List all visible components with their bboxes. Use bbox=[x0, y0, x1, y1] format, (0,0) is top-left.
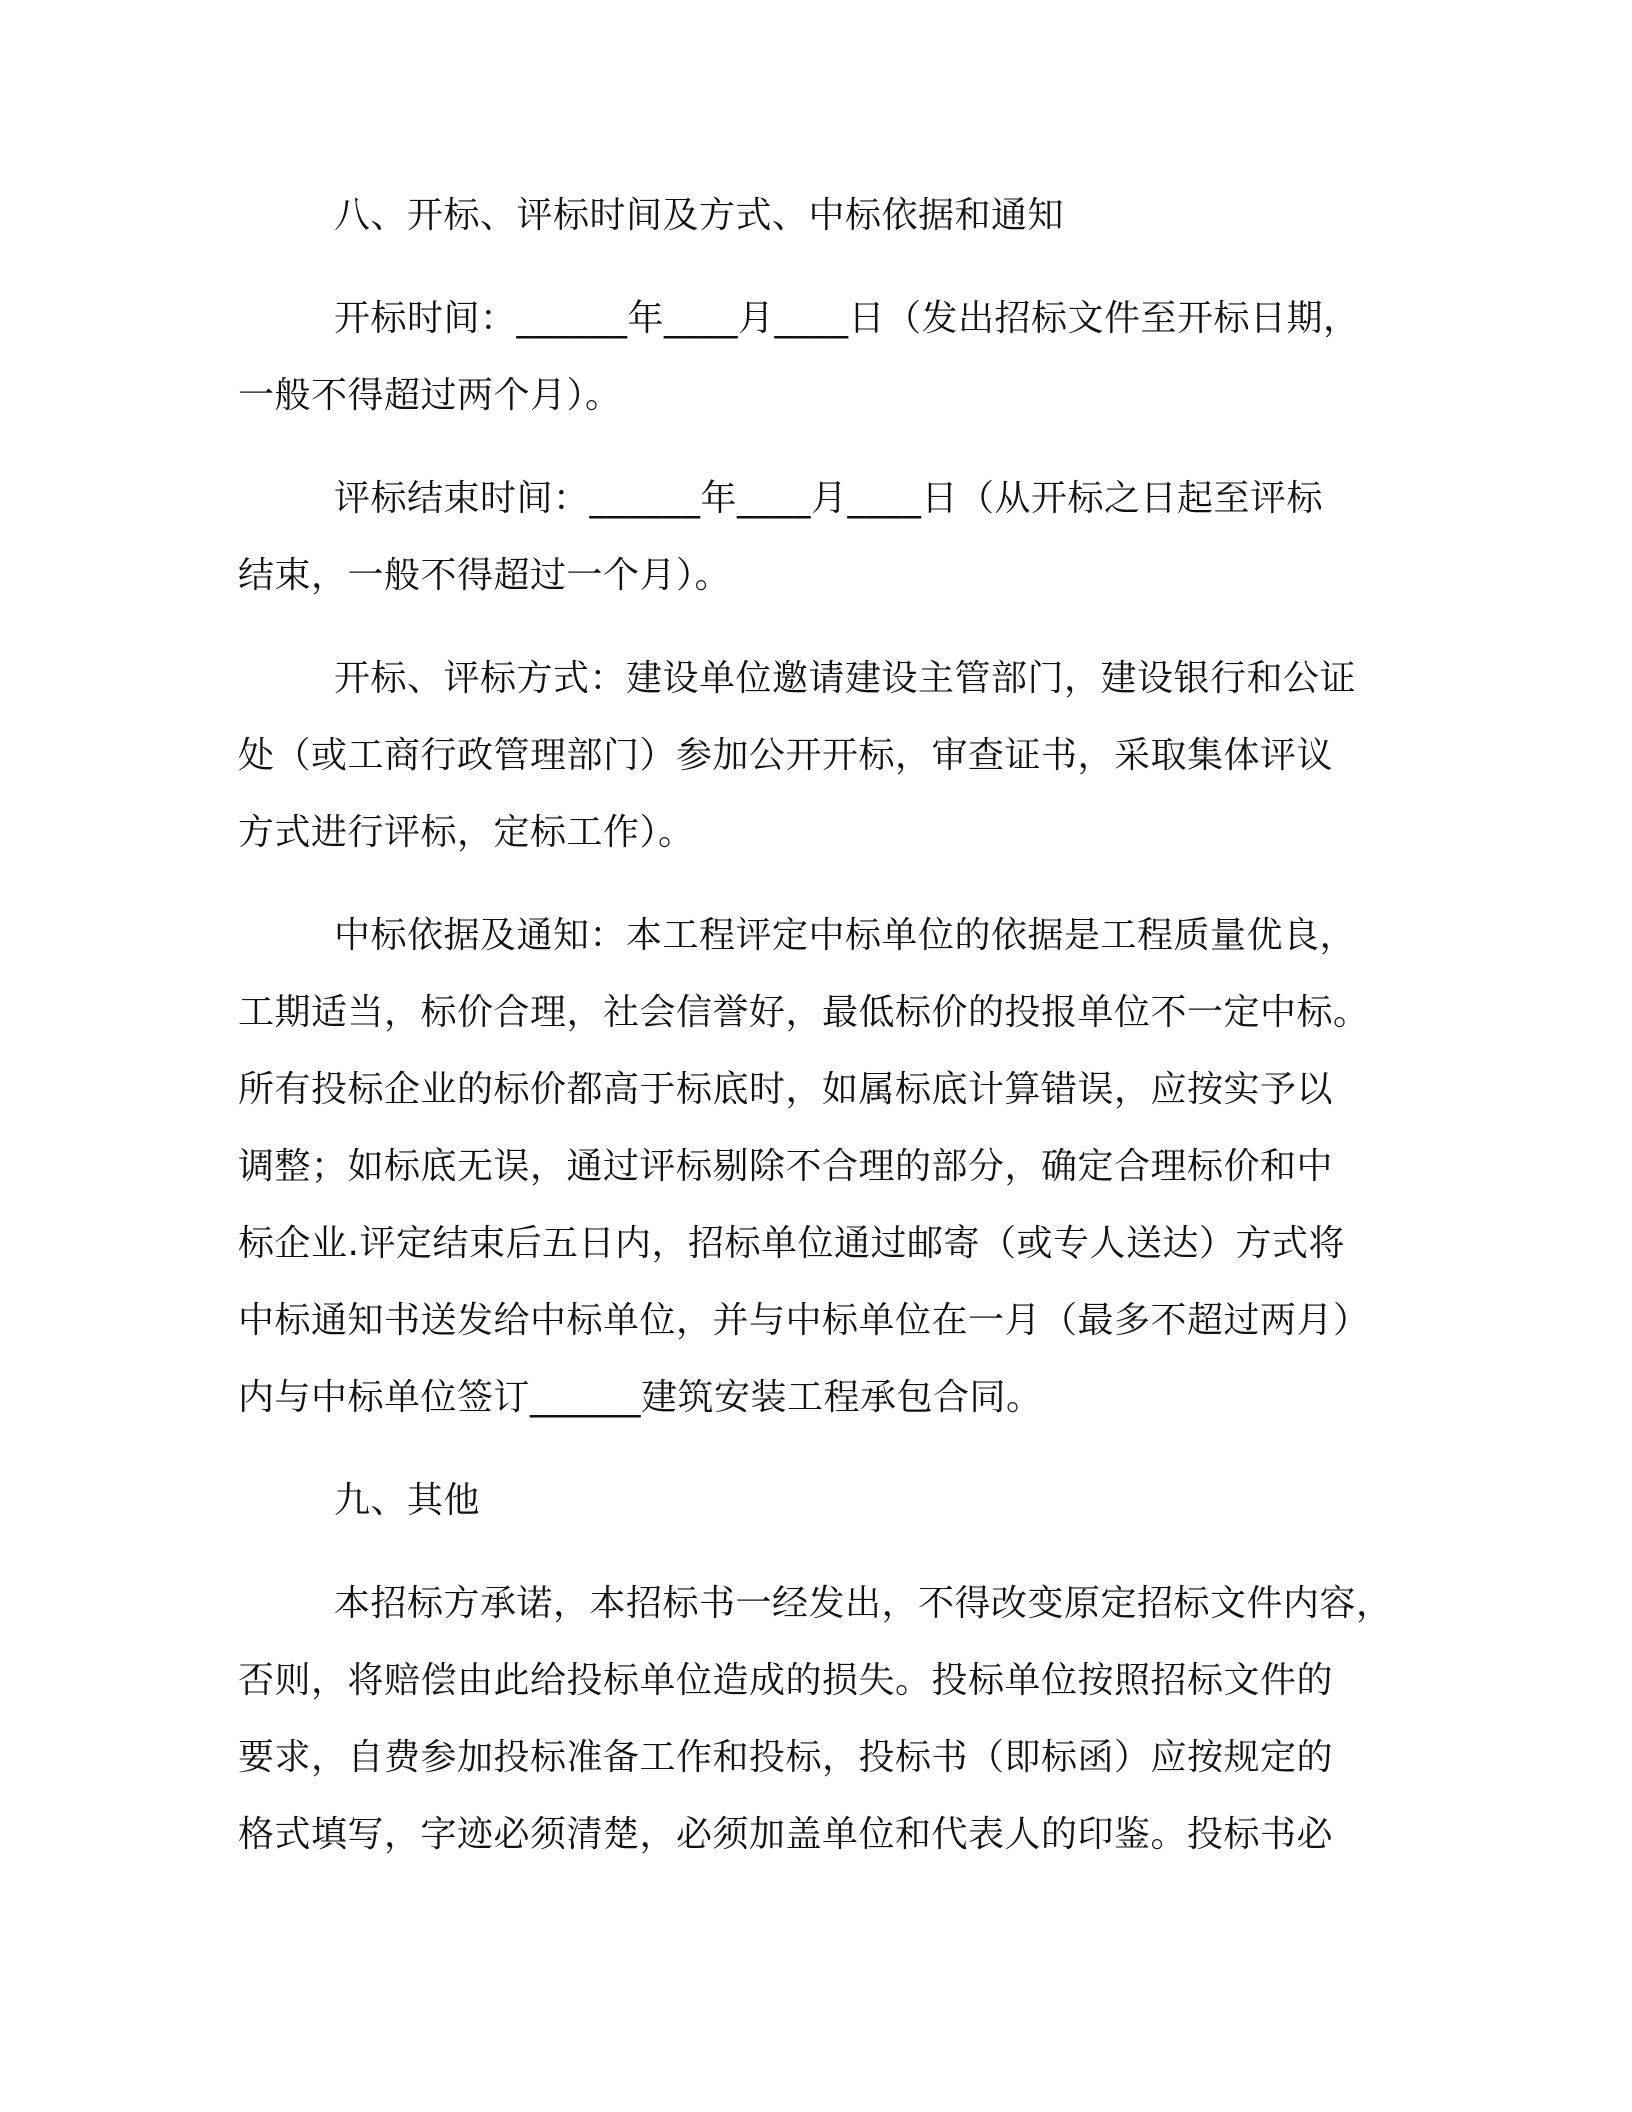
paragraph-line: 方式进行评标，定标工作）。 bbox=[238, 812, 695, 853]
paragraph-line: 工期适当，标价合理，社会信誉好，最低标价的投报单位不一定中标。 bbox=[238, 992, 1370, 1033]
paragraph-line: 中标依据及通知：本工程评定中标单位的依据是工程质量优良， bbox=[334, 915, 1357, 956]
paragraph-line: 开标时间：______年____月____日（发出招标文件至开标日期， bbox=[334, 298, 1360, 339]
section-heading-9: 九、其他 bbox=[334, 1480, 481, 1521]
paragraph-line: 否则，将赔偿由此给投标单位造成的损失。投标单位按照招标文件的 bbox=[238, 1660, 1334, 1701]
paragraph-line: 评标结束时间：______年____月____日（从开标之日起至评标 bbox=[334, 478, 1324, 519]
paragraph-line: 开标、评标方式：建设单位邀请建设主管部门，建设银行和公证 bbox=[334, 658, 1357, 699]
paragraph-line: 所有投标企业的标价都高于标底时，如属标底计算错误，应按实予以 bbox=[238, 1069, 1334, 1110]
paragraph-line: 要求，自费参加投标准备工作和投标，投标书（即标函）应按规定的 bbox=[238, 1737, 1334, 1778]
paragraph-line: 结束，一般不得超过一个月）。 bbox=[238, 555, 732, 596]
paragraph-line: 格式填写，字迹必须清楚，必须加盖单位和代表人的印鉴。投标书必 bbox=[238, 1814, 1334, 1855]
paragraph-line: 处（或工商行政管理部门）参加公开开标，审查证书，采取集体评议 bbox=[238, 735, 1334, 776]
paragraph-line: 一般不得超过两个月）。 bbox=[238, 375, 622, 416]
paragraph-line: 中标通知书送发给中标单位，并与中标单位在一月（最多不超过两月） bbox=[238, 1300, 1370, 1341]
paragraph-line: 本招标方承诺，本招标书一经发出，不得改变原定招标文件内容， bbox=[334, 1583, 1393, 1624]
section-heading-8: 八、开标、评标时间及方式、中标依据和通知 bbox=[334, 195, 1065, 236]
paragraph-line: 内与中标单位签订______建筑安装工程承包合同。 bbox=[238, 1377, 1043, 1418]
paragraph-line: 调整；如标底无误，通过评标剔除不合理的部分，确定合理标价和中 bbox=[238, 1146, 1334, 1187]
paragraph-line: 标企业.评定结束后五日内，招标单位通过邮寄（或专人送达）方式将 bbox=[238, 1223, 1345, 1264]
